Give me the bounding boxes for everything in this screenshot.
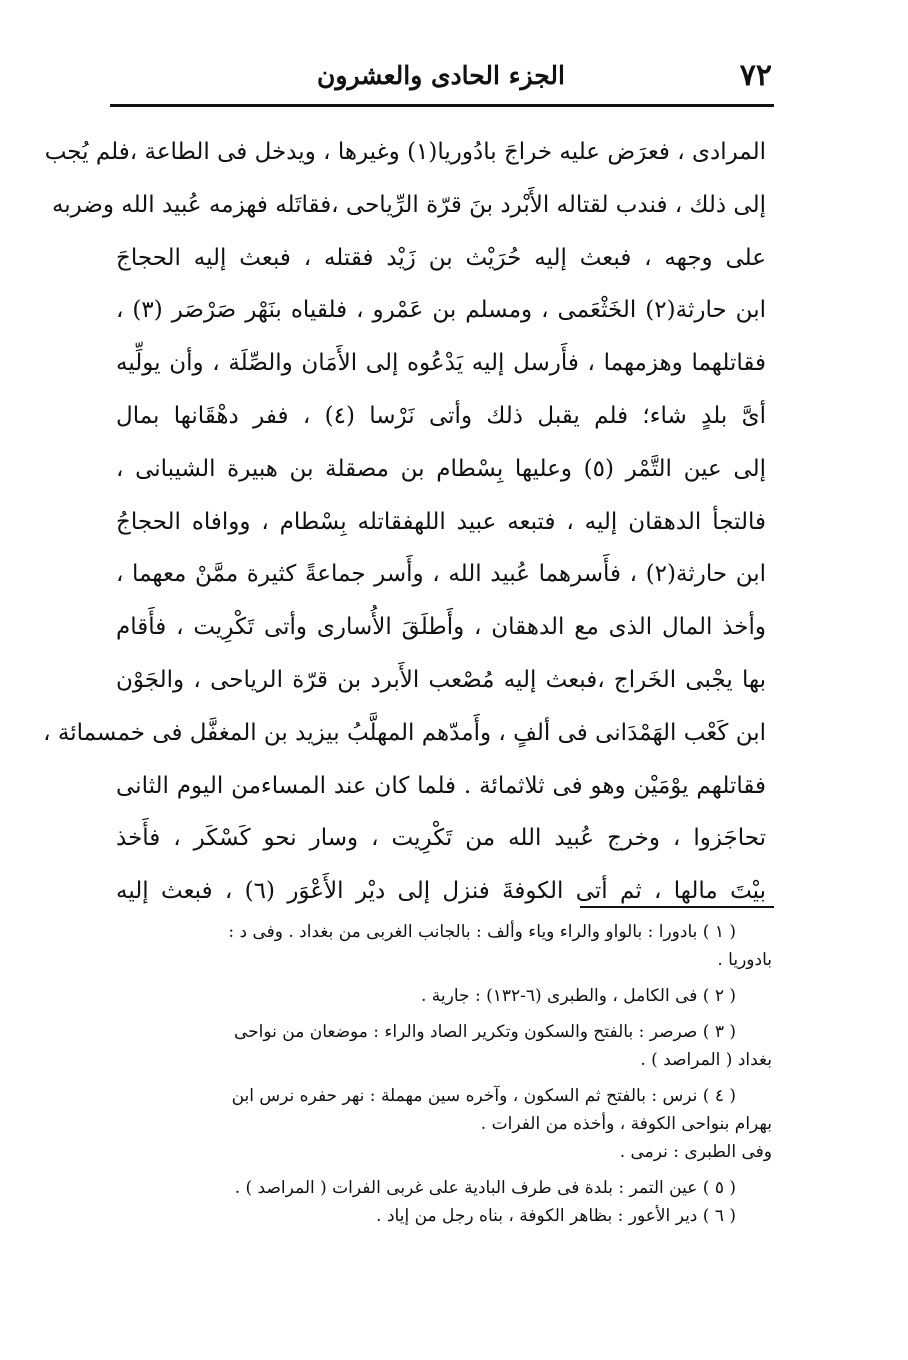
- running-title: الجزء الحادى والعشرون: [317, 61, 565, 90]
- text-line: إلى ذلك ، فندب لقتاله الأَبْرد بنَ قرّة الرِّياحى ،فقاتَله فهزمه عُبيد الله وضربه: [51, 191, 766, 218]
- footnote-line: بادوريا .: [717, 950, 772, 970]
- footnote-3: [122, 1018, 772, 1074]
- footnote-5: [122, 1174, 772, 1202]
- text-line: بيْتَ مالها ، ثم أتى الكوفةَ فنزل إلى ديْر الأَعْوَر (٦) ، فبعث إليه: [116, 878, 766, 905]
- text-line: فالتجأ الدهقان إليه ، فتبعه عبيد اللهفقاتله بِسْطام ، ووافاه الحجاجُ: [116, 508, 766, 535]
- page-number: ٧٢: [739, 58, 772, 93]
- text-line: أىَّ بلدٍ شاء؛ فلم يقبل ذلك وأتى نَرْسا (٤) ، ففر دهْقَانها بمال: [116, 402, 767, 429]
- text-line: ابن حارثة(٢) الخَثْعَمى ، ومسلم بن عَمْرو ، فلقياه بنَهْر صَرْصَر (٣) ،: [116, 297, 766, 324]
- text-line: ابن حارثة(٢) ، فأَسرهما عُبيد الله ، وأَسر جماعةً كثيرة ممَّنْ معهما ،: [116, 561, 767, 588]
- footnote-2: [122, 982, 772, 1010]
- text-line: بها يجْبى الخَراج ،فبعث إليه مُصْعب الأَبرد بن قرّة الرياحى ، والجَوْن: [116, 666, 766, 693]
- footnote-separator: [580, 906, 774, 908]
- footnote-line: ( ٤ ) نرس : بالفتح ثم السكون ، وآخره سين مهملة : نهر حفره نرس ابن: [231, 1086, 736, 1106]
- header-rule: [110, 104, 774, 107]
- footnote-6: [122, 1202, 772, 1230]
- text-line: فقاتلهم يوْمَيْن وهو فى ثلاثمائة . فلما كان عند المساءمن اليوم الثانى: [116, 772, 766, 799]
- footnote-line: بهرام بنواحى الكوفة ، وأخذه من الفرات .: [480, 1114, 772, 1134]
- text-line: تحاجَزوا ، وخرج عُبيد الله من تَكْرِيت ، وسار نحو كَسْكَر ، فأَخذ: [116, 825, 766, 852]
- text-line: إلى عين التَّمْر (٥) وعليها بِسْطام بن مصقلة بن هبيرة الشيبانى ،: [116, 455, 766, 482]
- footnote-line: ( ١ ) بادورا : بالواو والراء وياء وألف : بالجانب الغربى من بغداد . وفى د :: [228, 922, 736, 942]
- text-line: على وجهه ، فبعث إليه حُرَيْث بن زَيْد فقتله ، فبعث إليه الحجاجَ: [116, 244, 766, 271]
- footnote-line: ( ٥ ) عين التمر : بلدة فى طرف البادية على غربى الفرات ( المراصد ) .: [234, 1178, 736, 1198]
- page-header: [110, 56, 772, 100]
- footnote-line: بغداد ( المراصد ) .: [640, 1050, 772, 1070]
- text-line: فقاتلهما وهزمهما ، فأَرسل إليه يَدْعُوه إلى الأَمَان والصِّلَة ، وأن يولِّيه: [116, 350, 766, 377]
- text-line: المرادى ، فعرَض عليه خراجَ بادُوريا(١) وغيرها ، ويدخل فى الطاعة ،فلم يُجب: [44, 139, 766, 165]
- footnote-line: وفى الطبرى : نرمى .: [619, 1142, 772, 1162]
- footnote-1: [122, 918, 772, 974]
- text-line: وأخذ المال الذى مع الدهقان ، وأَطلَقَ الأُسارى وأتى تَكْرِيت ، فأَقام: [116, 614, 766, 641]
- footnote-line: ( ٣ ) صرصر : بالفتح والسكون وتكرير الصاد والراء : موضعان من نواحى: [233, 1022, 736, 1042]
- text-line: ابن كَعْب الهَمْدَانى فى ألفٍ ، وأَمدّهم المهلَّبُ بيزيد بن المغفَّل فى خمسمائة ،: [43, 719, 766, 746]
- footnote-line: ( ٦ ) دير الأعور : بظاهر الكوفة ، بناه رجل من إياد .: [376, 1206, 736, 1226]
- footnote-4: [122, 1082, 772, 1166]
- footnotes: [122, 918, 772, 1230]
- footnote-line: ( ٢ ) فى الكامل ، والطبرى (٦-١٣٢) : جارية .: [421, 986, 736, 1006]
- main-text: [43, 126, 767, 918]
